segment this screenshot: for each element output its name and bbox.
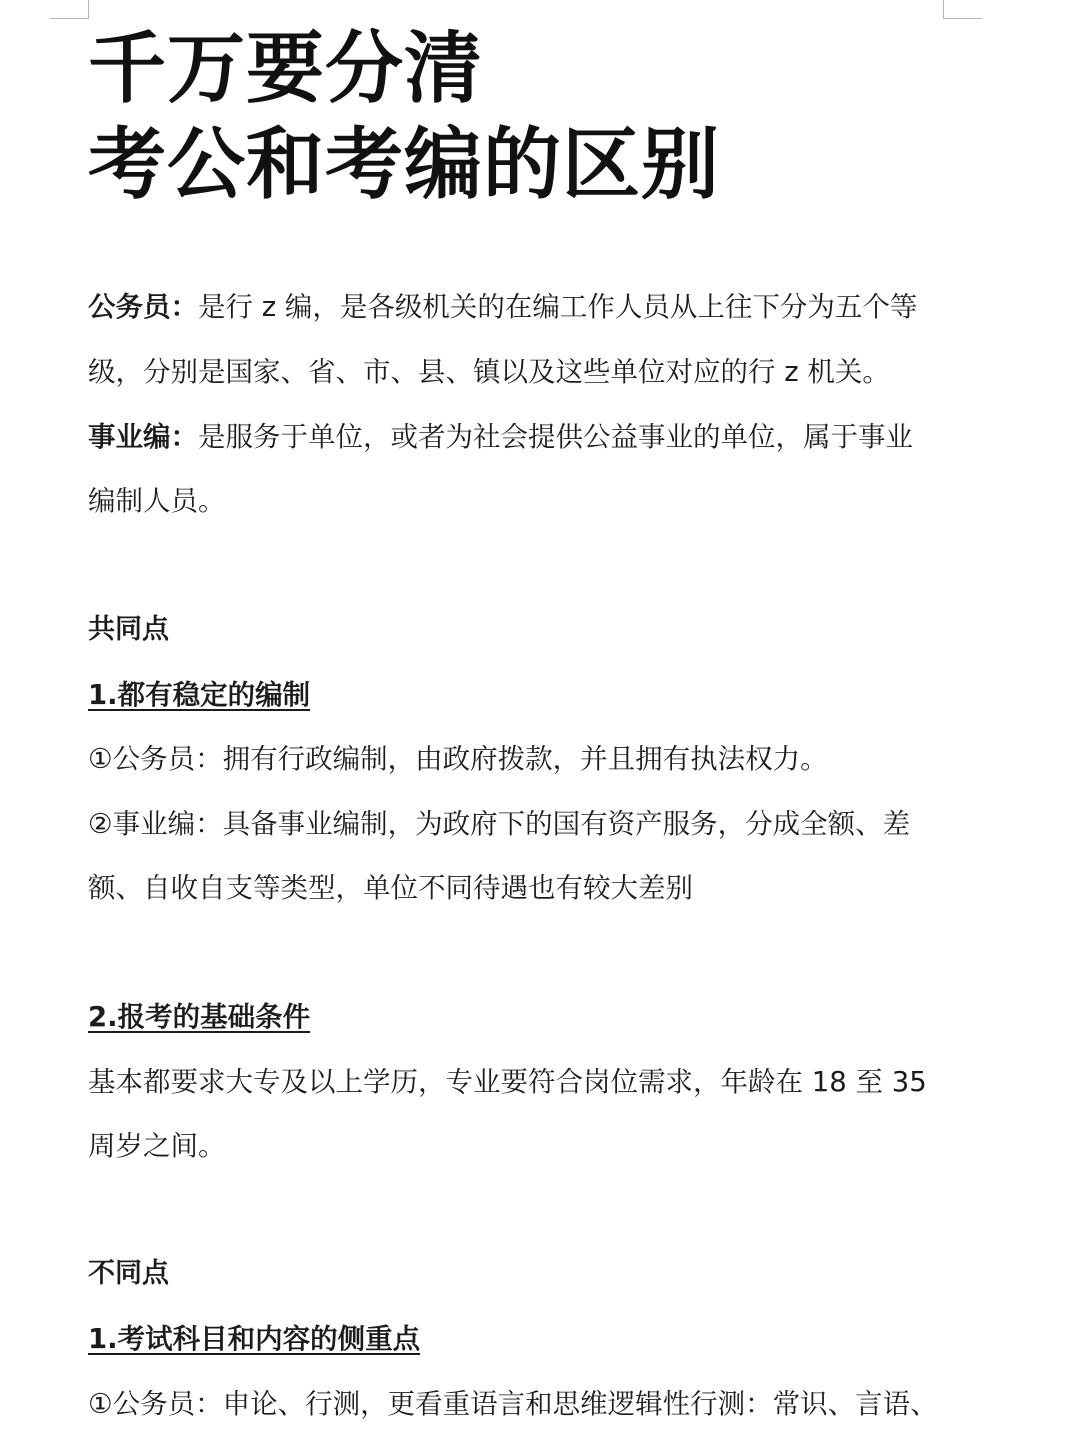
career-staff-label: 事业编： [88,421,198,453]
different-section-1-item-1: ①公务员：申论、行测，更看重语言和思维逻辑性行测：常识、言语、 [88,1388,938,1420]
common-section-1-item-1: ①公务员：拥有行政编制，由政府拨款，并且拥有执法权力。 [88,743,828,775]
crop-mark-top-right [943,0,982,19]
civil-definition-line-2: 级，分别是国家、省、市、县、镇以及这些单位对应的行 z 机关。 [88,356,890,388]
common-section-2-title: 2.报考的基础条件 [88,1001,311,1033]
civil-servant-text: 是行 z 编，是各级机关的在编工作人员从上往下分为五个等 [198,291,918,323]
page-title-line-2: 考公和考编的区别 [88,120,721,210]
different-points-heading: 不同点 [88,1258,169,1289]
common-section-1-title: 1.都有稳定的编制 [88,679,311,711]
crop-mark-top-left [50,0,89,19]
civil-definition-line-1 [88,291,917,324]
common-section-2-text-line-1: 基本都要求大专及以上学历，专业要符合岗位需求，年龄在 18 至 35 [88,1066,927,1098]
civil-servant-label: 公务员： [88,291,198,323]
common-section-1-item-2-line-1: ②事业编：具备事业编制，为政府下的国有资产服务，分成全额、差 [88,808,911,840]
career-definition-line-1 [88,421,913,454]
common-section-2-text-line-2: 周岁之间。 [88,1130,226,1162]
common-section-1-item-2-line-2: 额、自收自支等类型，单位不同待遇也有较大差别 [88,872,693,904]
career-definition-line-2: 编制人员。 [88,485,226,517]
career-staff-text: 是服务于单位，或者为社会提供公益事业的单位，属于事业 [198,421,913,453]
page-title-line-1: 千万要分清 [88,24,484,114]
different-section-1-title: 1.考试科目和内容的侧重点 [88,1323,421,1355]
common-points-heading: 共同点 [88,614,169,645]
